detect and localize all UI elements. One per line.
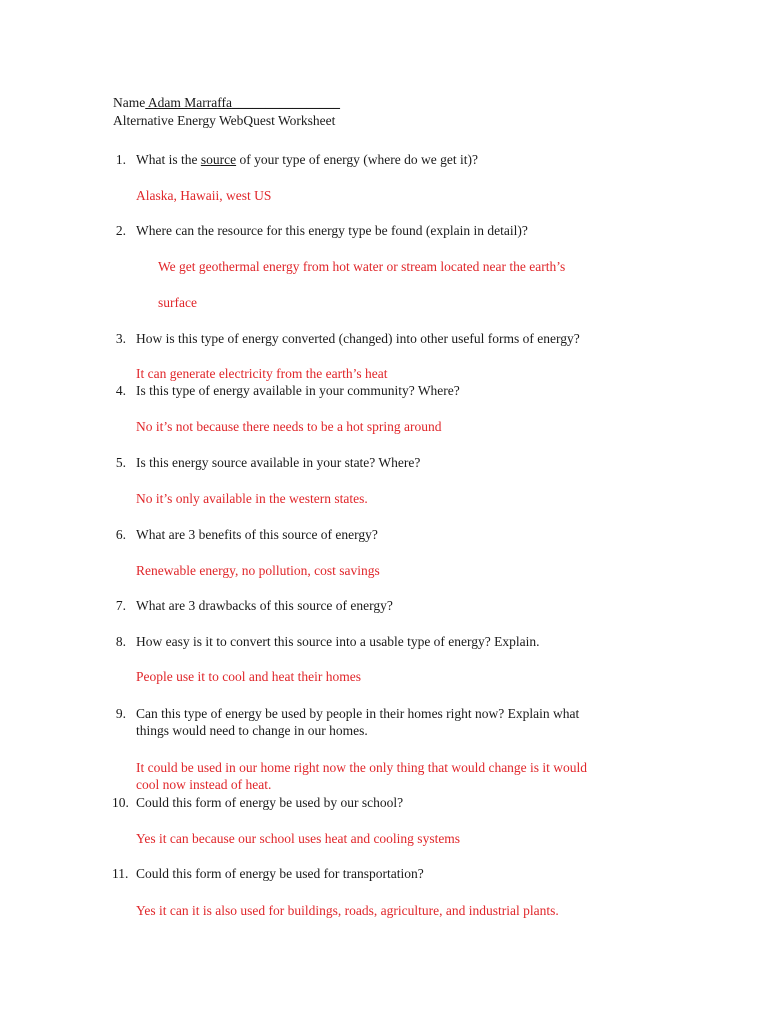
name-label: Name: [113, 95, 146, 110]
answer-text: People use it to cool and heat their homes: [136, 669, 361, 684]
question-number: 7.: [115, 598, 126, 613]
answer-text: cool now instead of heat.: [136, 777, 272, 792]
answer-text: No it’s not because there needs to be a hot spring around: [136, 419, 442, 434]
answer-text: surface: [158, 295, 197, 310]
question-text: Could this form of energy be used by our school?: [136, 795, 404, 810]
question-text: Is this energy source available in your state? Where?: [136, 455, 421, 470]
question-number: 1.: [115, 152, 126, 167]
question-text: Where can the resource for this energy type be found (explain in detail)?: [136, 223, 528, 238]
question-text: What is the source of your type of energy (where do we get it)?: [136, 152, 479, 167]
question-text: Could this form of energy be used for transportation?: [136, 866, 424, 881]
question-text: What are 3 benefits of this source of energy?: [136, 527, 378, 542]
answer-text: It can generate electricity from the earth’s heat: [136, 366, 388, 381]
name-blank: ________________: [231, 95, 340, 110]
answer-text: It could be used in our home right now the only thing that would change is it would: [136, 760, 588, 775]
answer-text: Alaska, Hawaii, west US: [136, 188, 272, 203]
answer-text: Yes it can because our school uses heat and cooling systems: [136, 831, 461, 846]
question-text: How is this type of energy converted (changed) into other useful forms of energy?: [136, 331, 580, 346]
answer-text: Renewable energy, no pollution, cost savings: [136, 563, 380, 578]
answer-text: No it’s only available in the western states.: [136, 491, 368, 506]
question-number: 11.: [112, 866, 129, 881]
question-text: Can this type of energy be used by people in their homes right now? Explain what: [136, 706, 580, 721]
question-text: Is this type of energy available in your community? Where?: [136, 383, 460, 398]
question-number: 2.: [115, 223, 126, 238]
question-number: 5.: [115, 455, 126, 470]
answer-text: We get geothermal energy from hot water or stream located near the earth’s: [158, 259, 566, 274]
question-text: What are 3 drawbacks of this source of energy?: [136, 598, 393, 613]
question-number: 4.: [115, 383, 126, 398]
question-text: things would need to change in our homes.: [136, 723, 368, 738]
question-number: 8.: [115, 634, 126, 649]
question-number: 9.: [115, 706, 126, 721]
worksheet-title: Alternative Energy WebQuest Worksheet: [113, 113, 336, 128]
name-value: Adam Marraffa: [145, 95, 232, 110]
answer-text: Yes it can it is also used for buildings, roads, agriculture, and industrial plants.: [136, 903, 559, 918]
question-number: 6.: [115, 527, 126, 542]
question-text: How easy is it to convert this source into a usable type of energy? Explain.: [136, 634, 540, 649]
source-word: source: [200, 152, 237, 167]
question-number: 3.: [115, 331, 126, 346]
name-line: [113, 94, 340, 111]
question-number: 10.: [112, 795, 129, 810]
